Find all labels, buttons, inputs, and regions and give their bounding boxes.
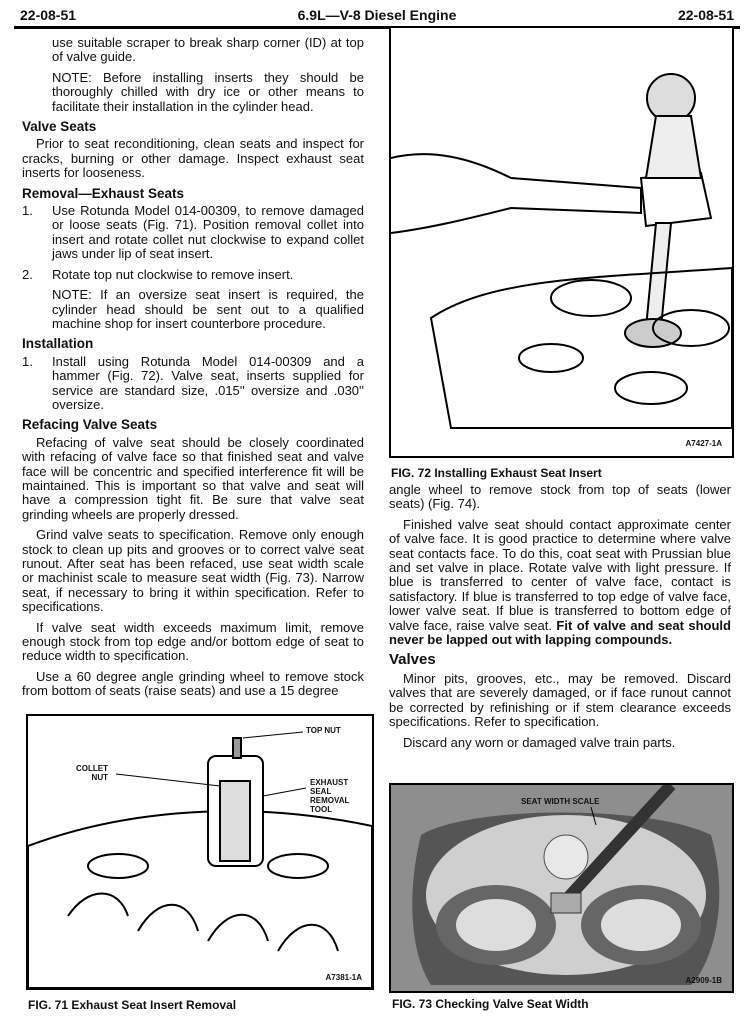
label-collet-nut: COLLET NUT (76, 764, 108, 782)
label-top-nut: TOP NUT (306, 726, 341, 735)
figure-72 (389, 26, 734, 458)
label-seat-width-scale: SEAT WIDTH SCALE (521, 797, 600, 806)
figure-caption: FIG. 72 Installing Exhaust Seat Insert (391, 466, 602, 480)
note: NOTE: Before installing inserts they should be thoroughly chilled with dry ice or other means to facilitate their installation in the cylinder head. (52, 69, 364, 114)
page-number-left: 22-08-51 (20, 7, 77, 23)
section-heading: Valves (389, 651, 436, 669)
paragraph: Prior to seat reconditioning, clean seats and inspect for cracks, burning or other damage. Inspect exhaust seat inserts for looseness. (22, 136, 364, 181)
page-number-right: 22-08-51 (677, 7, 734, 23)
paragraph: Minor pits, grooves, etc., may be removed. Discard valves that are severely damaged, or if face runout cannot be corrected by refinishing or if stem clearance exceeds specifications. Refer to specification. (389, 670, 731, 730)
right-column (389, 483, 731, 756)
section-heading: Removal—Exhaust Seats (22, 185, 185, 201)
section-heading: Installation (22, 336, 94, 352)
section-heading: Refacing Valve Seats (22, 417, 158, 433)
paragraph: If valve seat width exceeds maximum limit, remove enough stock from top edge and/or bottom edge of seat to reduce width to specification. (22, 619, 364, 664)
figure-code: A7381-1A (325, 973, 362, 982)
figure-caption: FIG. 73 Checking Valve Seat Width (392, 997, 589, 1011)
step: 1. Use Rotunda Model 014-00309, to remove damaged or loose seats (Fig. 71). Position removal collet into insert and rotate collet nut clockwise to expand collet jaws under lip of seat insert. (22, 203, 364, 262)
section-heading: Valve Seats (22, 119, 97, 135)
paragraph: Finished valve seat should contact approximate center of valve face. It is good practice to determine where valve seat contacts face. To do this, coat seat with Prussian blue and set valve in place. Rotate valve with light pressure. If blue is transferred to center of valve face, contact is satisfactory. If blue is transferred to top edge of valve face, lower valve seat. If blue is transferred to bottom edge of valve face, raise valve seat. Fit of valve and seat should never be lapped out with lapping compounds. (389, 516, 731, 648)
seat-removal-tool-illustration (28, 716, 372, 988)
left-column (22, 36, 364, 705)
paragraph: Refacing of valve seat should be closely coordinated with refacing of valve face so that finished seat and valve face will be concentric and specified interference fit will be maintained. This is important so that valve and seat will have a compression tight fit. Be sure that valve seat grinding wheels are properly dressed. (22, 434, 364, 522)
figure-caption: FIG. 71 Exhaust Seat Insert Removal (28, 998, 237, 1012)
note: NOTE: If an oversize seat insert is required, the cylinder head should be sent out to a qualified machine shop for insert counterbore procedure. (52, 287, 364, 331)
paragraph: use suitable scraper to break sharp corner (ID) at top of valve guide. (52, 35, 364, 65)
paragraph: Use a 60 degree angle grinding wheel to remove stock from bottom of seats (raise seats) and use a 15 degree (22, 668, 364, 699)
step: 2. Rotate top nut clockwise to remove insert. (22, 266, 294, 282)
figure-code: A2909-1B (685, 976, 722, 985)
paragraph: angle wheel to remove stock from top of seats (lower seats) (Fig. 74). (389, 482, 731, 512)
hammer-illustration (391, 28, 732, 456)
page-title: 6.9L—V-8 Diesel Engine (297, 7, 457, 23)
figure-71 (26, 714, 374, 990)
figure-73 (389, 783, 734, 993)
paragraph: Discard any worn or damaged valve train parts. (403, 734, 676, 750)
valve-seat-photo (391, 785, 732, 991)
figure-code: A7427-1A (685, 439, 722, 448)
paragraph: Grind valve seats to specification. Remove only enough stock to clean up pits and grooves or to correct valve seat runout. After seat has been refaced, use seat width scale or machinist scale to measure seat width (Fig. 73). Narrow seat, if necessary to bring it within specification. Refer to specifications. (22, 527, 364, 615)
label-removal-tool: EXHAUST SEAL REMOVAL TOOL (310, 778, 350, 814)
step: 1. Install using Rotunda Model 014-00309 and a hammer (Fig. 72). Valve seat, inserts supplied for service are standard size, .015'' oversize and .030'' oversize. (22, 353, 364, 412)
